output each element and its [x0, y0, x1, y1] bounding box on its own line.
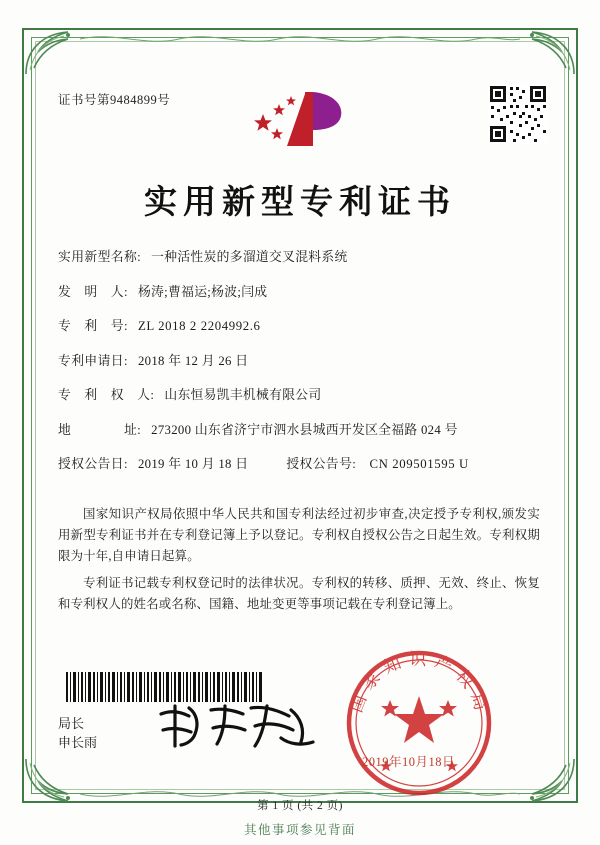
grant-number-group: [286, 453, 469, 472]
barcode-icon: [66, 672, 262, 702]
field-row-application-date: [58, 350, 548, 369]
field-label: 专利申请日:: [58, 353, 128, 368]
field-label: 专 利 号:: [58, 319, 128, 333]
field-value: 杨涛;曹福运;杨波;闫成: [137, 284, 268, 299]
field-row-patent-number: [58, 315, 548, 334]
signature-name: 申长雨: [58, 735, 98, 750]
field-label: 专 利 权 人:: [58, 388, 155, 402]
field-value: ZL 2018 2 2204992.6: [137, 319, 261, 333]
field-label: 发 明 人:: [58, 284, 128, 299]
field-list: [58, 246, 548, 488]
certificate-number-value: 9484899: [110, 93, 158, 107]
patent-office-logo-icon: [243, 84, 358, 162]
field-row-inventors: [58, 281, 548, 300]
field-label: 地 址:: [58, 422, 142, 437]
certificate-number-suffix: 号: [157, 93, 171, 107]
field-value: 2018 年 12 月 26 日: [137, 353, 249, 368]
field-row-patentee: [58, 384, 548, 403]
certificate-number: [58, 90, 170, 108]
certificate-number-label: 证书号第: [58, 93, 111, 107]
field-value: 273200 山东省济宁市泗水县城西开发区全福路 024 号: [151, 422, 458, 437]
field-row-address: [58, 419, 548, 438]
field-value: CN 209501595 U: [369, 457, 469, 471]
field-value: 一种活性炭的多溜道交叉混料系统: [151, 250, 348, 264]
svg-text:国家知识产权局: 国家知识产权局: [346, 649, 493, 720]
handwritten-signature-icon: [155, 700, 325, 752]
paragraph: 专利证书记载专利权登记时的法律状况。专利权的转移、质押、无效、终止、恢复和专利权人的姓名或名称、国籍、地址变更等事项记载在专利登记簿上。: [58, 576, 540, 611]
legal-text: [58, 504, 540, 621]
field-label: 实用新型名称:: [58, 250, 142, 264]
page-title: 实用新型专利证书: [144, 182, 456, 221]
field-row-grant-announcement: [58, 453, 548, 472]
signature-title: 局长: [58, 716, 85, 731]
field-label: 授权公告日:: [58, 457, 128, 471]
field-value: 山东恒易凯丰机械有限公司: [164, 388, 322, 402]
paragraph: 国家知识产权局依照中华人民共和国专利法经过初步审查,决定授予专利权,颁发实用新型专利证书并在专利登记簿上予以登记。专利权自授权公告之日起生效。专利权期限为十年,自申请日起算。: [58, 507, 540, 563]
signature-labels: [58, 714, 97, 752]
field-value: 2019 年 10 月 18 日: [137, 457, 249, 471]
footer-note: 其他事项参见背面: [243, 823, 356, 837]
official-red-seal-icon: [344, 648, 494, 798]
seal-date: 2019年10月18日: [362, 755, 456, 769]
field-row-invention-name: [58, 246, 548, 265]
page-number: 第 1 页 (共 2 页): [256, 800, 344, 812]
qr-code-icon: [488, 84, 548, 144]
field-label: 授权公告号:: [286, 457, 357, 471]
